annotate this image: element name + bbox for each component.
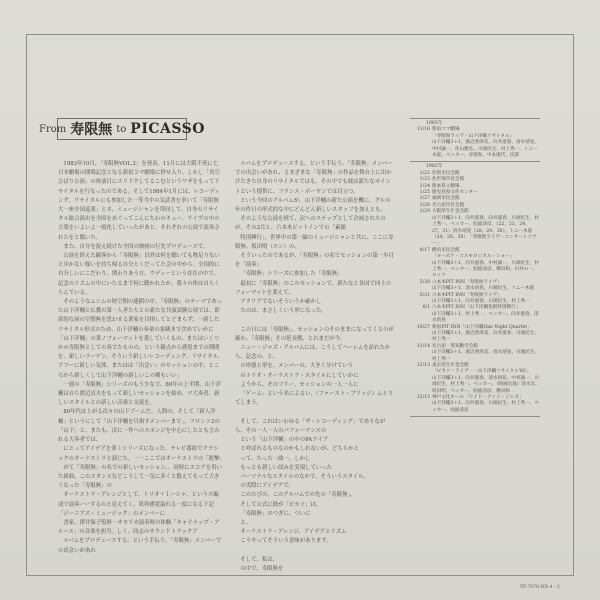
schedule-date xyxy=(410,331,432,344)
essay-paragraph: 最初に「寿限無」のこのセッションで、新たなと各国で同士のフォーマットを業えて、 xyxy=(235,280,392,296)
essay-paragraph: 特別興行」。世界中の第一線のミュージシャンと共に、ここに寿限無、坂田明（エン）の、 xyxy=(235,234,394,250)
catalog-footer: YF-7078-ND 4・3 xyxy=(520,585,560,590)
schedule-row xyxy=(410,350,540,363)
essay-paragraph: もっとも新しい試みを実現していった xyxy=(240,464,333,471)
essay-paragraph: そして、これはいわゆる「ザ・レコーディング」でありながら、その一人一人のパフォーマンスの xyxy=(235,418,386,434)
schedule-date: 1/23 xyxy=(419,177,430,183)
schedule-1982-list xyxy=(410,171,540,414)
essay-paragraph: 80年代は上がる次々の山下ブームだ。人間の、そして「新人洋輔」というにして「山下洋輔を目指すメンバーまで」、フロント2の「山下」と、またも、次に一作へのスポンジを中心にしたとも言われる大奏者では、 xyxy=(58,409,220,444)
essay-paragraph: 「ゲーム」という名によるい、（ファースト・ブリッジ）ムとりてしまう。 xyxy=(235,391,394,407)
schedule-text: 佐賀市民会館 xyxy=(432,170,460,176)
essay-paragraph: そのようなムシムの時空間の連鎖の中、「寿限無」のテーマであった山下洋輔と仏教の第一人者たちとの新たな共演試験公演では、即席的な初の空間無を思わせる業家を目指してとどまらず、一新したリサイタル形式のため、山下洋輔の奏楽の客観まで含めていかに「山下洋輔」の業ノフォーマットを業していくもの、またはいくつかの寿限無としての奏でたものの、という観点から感覚までの期間を、新しいラーゲン、そういう新しいレコーディング、リサイタル、アフーに新しい気体、またはは「出会い」のセッションの中、ところから新しくして山下洋輔の新しいこの種もいい」 xyxy=(58,299,223,379)
schedule-text: 熊本県立劇場 xyxy=(432,183,460,189)
essay-paragraph: こうやってそういう意味があります。 xyxy=(240,538,332,545)
essay-paragraph: ルバムをプロデュースする。という手伝う、「寿限無」メンバーでの出会いがあれ、さまざまな「寿限無」の作品を舞台上に出かけたきた自身のリサイタルではも、その中でも彼は新たなポイントという提供に、フランス・ボーヤンでは目立つ。 xyxy=(235,161,393,195)
essay-paragraph: と、 xyxy=(240,519,252,526)
essay-paragraph: このたびの、このアルバムでの先の「寿限無」、 xyxy=(240,492,356,499)
schedule-text: 山下洋輔3＋1、渡辺香津美、向井滋春、清水靖晃、中村誠一、佐山雅弘、川端民生、村上秀一、トニー木庭、ペッカー、赤坂和、中本康代、次郎 xyxy=(432,140,539,159)
title-from: From xyxy=(39,123,67,135)
schedule-date xyxy=(410,261,432,280)
schedule-date: 11/16 xyxy=(416,127,430,133)
essay-paragraph: ようから、そのフリー、セッションの一人一人に xyxy=(240,381,359,388)
schedule-text: 名古屋市民会館 xyxy=(432,202,465,208)
schedule-text: 六本木PIT INN「寿限無ライヴ」 xyxy=(432,279,502,285)
schedule-text: 山下洋輔3＋1、渡辺香津美、向井滋春、川端民生、村上秀一 xyxy=(432,331,539,343)
schedule-row xyxy=(410,331,540,344)
schedule-year-1982: 1982年 xyxy=(426,164,443,170)
title-box xyxy=(39,118,205,140)
essay-paragraph: 「寿限無」シリーズに参加した「寿限無」 xyxy=(240,271,343,278)
schedule-date: 5/30 xyxy=(419,279,430,285)
schedule-text: 山下洋輔3＋1、清水靖晃、川端民生、トニー木庭 xyxy=(432,286,535,292)
essay-paragraph xyxy=(235,316,395,325)
schedule-text: 山下洋輔3＋1、村上秀一、ペッカー、向井滋春、清水靖晃 xyxy=(432,311,539,324)
schedule-text: 六本木PIT INN「山下洋輔変則特別興行」 xyxy=(432,305,521,311)
essay-paragraph: たのは、まさしくいう形になった。 xyxy=(240,308,327,315)
essay-paragraph: の形態と形を、メンバーの、大きく分けていう xyxy=(240,363,354,370)
schedule-text: 鹿児島県文化センター xyxy=(432,190,478,196)
essay-paragraph: そして公式に彼が「ピカソ」は、 xyxy=(240,501,322,508)
schedule-row xyxy=(410,312,540,325)
essay-column-right xyxy=(235,160,395,572)
essay-paragraph: パーソナルなスタイルのなかで、そういうスタイル、 xyxy=(240,473,369,480)
schedule-text: 福岡市民会館 xyxy=(432,196,460,202)
schedule-date: 1/28 xyxy=(419,202,430,208)
essay-paragraph: という今回のアルバムが、山下洋輔の新た公演を機に、グルの年の作日の形式的な中にどんどん新しいスタッフを加えとも。 xyxy=(235,197,391,214)
schedule-text: 「ヨーズケ・コスモロジカル・ショー」 xyxy=(432,254,515,260)
schedule-date xyxy=(410,140,432,159)
essay-paragraph: にとってアイデアを業くシリーズになった。テレビ番組でクラシックのオーケストラと演じた、一一ここではオーケストラの「進撃」 xyxy=(58,446,225,462)
essay-paragraph: オーケストラ・アレンジ、アイデアとリズム xyxy=(240,529,347,536)
schedule-date: 1/25 xyxy=(419,190,430,196)
essay-paragraph: また、自分を捉え続けた全国の映画の行先プロデュースで、 xyxy=(63,243,209,250)
essay-paragraph: って、たった一曲一、しかし xyxy=(240,455,311,462)
schedule-date xyxy=(410,401,432,414)
schedule-text: 「ピカソ・ライヴ・一山下洋輔リサイタル'82」 xyxy=(432,369,531,375)
essay-paragraph xyxy=(235,547,395,556)
essay-paragraph: オーケストラ・アレンジとして、トリオ＋１ーシャ、というエ編成で演奏ーーするのと見えてく。異界感覚溢れる一度になる下記「ジーニアス・ミュージック」のメンバーに xyxy=(58,492,219,517)
schedule-year-1983: 1983年 xyxy=(426,121,443,126)
schedule-text: 新宿PIT INN「山下洋輔One Night Quartet」 xyxy=(432,324,532,330)
title-to: to xyxy=(116,123,127,135)
schedule-text: 山下洋輔3＋1、向井滋春、川端民生、村上秀一 xyxy=(432,298,530,304)
schedule-text: 東京厚生年金会館 xyxy=(432,363,469,369)
schedule-date: 1/29 xyxy=(419,209,430,215)
schedule-text: 新宿コマ劇場 xyxy=(432,127,460,133)
essay-column-left xyxy=(58,160,225,554)
schedule-date: 1/24 xyxy=(419,183,430,189)
essay-paragraph: そういったのであるが、「寿限無」の名でセッションの第一歩目を「演奏」 xyxy=(235,253,394,269)
schedule-date: 1/27 xyxy=(419,196,430,202)
essay-paragraph: のトリオ・オーケストラ・スタイルにしていかに xyxy=(240,372,359,379)
essay-paragraph: この日には「寿限無」、セッションのそのままになってくるのが確か、「寿限無」その延長戦、とれまだが今、 xyxy=(235,326,394,342)
schedule-date xyxy=(410,376,432,395)
schedule-text: 六本木PIT INN「寿限無ライヴ」 xyxy=(432,292,502,298)
schedule-date: 1/22 xyxy=(419,170,430,176)
schedule-date xyxy=(410,350,432,363)
schedule-row xyxy=(410,376,540,395)
schedule-top-rule xyxy=(410,118,540,119)
schedule-text: 「寿限無ライヴ・山下洋輔リサイタル」 xyxy=(432,133,515,139)
schedule-date: 10/27 xyxy=(416,324,430,330)
essay-paragraph: 公演を終えた観客から「寿限無」以外は何を聴いても物足りないと歩かない強いを持ち帰る自分とくだってた会の中から、全国的に自分しいにこだわり、関わりあう方、ウディーという存在の中で、記念のリズムの中にいたるまで何に聴かれたか、我々の体は自らくらんでいる。 xyxy=(58,253,220,296)
essay-paragraph: アクリアでないそういうか確かし xyxy=(240,299,322,306)
schedule-date: 12/13 xyxy=(416,363,430,369)
schedule-row xyxy=(410,261,540,280)
schedule-1983-list xyxy=(410,127,540,159)
schedule-text: 山下洋輔3＋1、向井滋春、清水靖晃、中村誠一、川端民生、村上秀一、ペッカー、（映画出演）清水宏、坂田明、ペッカー、仙波清彦、横田和 xyxy=(432,375,540,394)
schedule-row xyxy=(410,401,540,414)
schedule-text: 山下洋輔3＋1、向井滋春、川端民生、村上秀一、ペッカー、仙波清彦 xyxy=(432,401,539,413)
schedule-mid-rule xyxy=(410,161,540,162)
essay-paragraph: 書家、澤井保子監修一オモリカ演奏時の体験「キャドナップ・アルース」の音楽を担当。しく、同志のサウンドトラックア xyxy=(58,519,220,536)
essay-paragraph: という「山下洋輔」の中のPAライブ xyxy=(240,437,328,444)
schedule-text: 大阪厚生年金会館 xyxy=(432,209,469,215)
schedule-row xyxy=(410,216,540,248)
schedule-text: 横浜市民会館 xyxy=(432,247,460,253)
essay-paragraph: がて「寿限無」の名での新しいセッション、、同時にスコアを用いた新曲、このスタンスなどこうして一気に多くと数えてもって大きくなった「寿限無」の xyxy=(58,464,222,490)
title-picasso: PICASSO xyxy=(130,121,205,137)
essay-paragraph: そのような公演を経て、次へのステップとして企画されたのが、その2月と、六本木ピットインでの「素顔 xyxy=(235,216,386,232)
schedule-date: 4/17 xyxy=(419,247,430,253)
essay-paragraph: ニュー・ジャズ・アルバムには、こうしてハーレムを訪れたから、記念の、と、 xyxy=(235,345,391,361)
essay-paragraph: そして、私は、 xyxy=(240,556,279,563)
schedule-text: 山下洋輔3＋1、渡辺香津美、清水靖晃、川端民生、村上秀一 xyxy=(432,350,539,362)
schedule-date: 11/14 xyxy=(416,343,430,349)
essay-paragraph: の中で、寿限無を xyxy=(240,565,284,572)
essay-paragraph: 1983年10月、「寿限無VOL.2」を発表。11月には大阪不死に七日本劇場の開場記念となる新宿コマ劇場に併せ入り、しかし「真空ひばり公演」の休演日にスリドクしてるこむというワザをもってリサイタルを行なったのである。そして1984年1月には、レコーディング、リサイタルにも参加した一等当中の気武者を率いて「寿限無大一座全国巡業」とネ、ミュージシャンを帯同して、自身のリサイタル総合演出を全国をめぐってこんにちわのキュー、ライヴの中の言葉をいよいよ一般化していったがあと、それぞれの公演で演奏されたをと聞いた。 xyxy=(58,161,220,241)
schedule-bottom-rule xyxy=(410,416,540,417)
schedule-text: 神戸文化ホール「ワイド・ワイド・ジャズ」 xyxy=(432,395,524,401)
schedule-date: 6/1 xyxy=(422,305,430,311)
schedule-text: 山下洋輔3＋1、向井滋春、向井滋春、川端民生、村上秀一、ペッカー、仙波清彦、（22、23、24、27、31）清水靖晃（28、29、30）、トニー木庭（24、28、30） 「寿限無ライヴ・コンサートツアー」 xyxy=(432,215,539,247)
schedule-text: 名古屋・愛知勤労会館 xyxy=(432,343,478,349)
essay-paragraph: と呼ばれるものなのかもしれないが、どちらかと xyxy=(240,446,359,453)
essay-paragraph: 「寿限無」のつぎに、ついに xyxy=(240,510,311,517)
schedule-date: 5/31 xyxy=(419,292,430,298)
schedule-text: 山下洋輔3＋1、向井滋春、中村誠一、川端民生、村上秀一、ペッカー、仙波清彦、横田和、川井の一、ロッコ xyxy=(432,260,539,279)
essay-paragraph xyxy=(235,408,395,417)
performance-schedule xyxy=(410,116,540,526)
essay-paragraph: ルバムをプロデュースする。という手伝う、「寿限無」メンバーでの出会いがあれ xyxy=(58,538,222,554)
title-kanji: 寿限無 xyxy=(70,122,113,138)
schedule-date xyxy=(410,312,432,325)
essay-paragraph: の実際にアイデアで、 xyxy=(240,483,294,490)
schedule-date xyxy=(410,216,432,248)
schedule-text: 佐世保市民会館 xyxy=(432,177,465,183)
schedule-date: 12/15 xyxy=(416,395,430,401)
schedule-row xyxy=(410,140,540,159)
essay-paragraph: 一連の「寿限無」シリーズのもう少なで、80年の上半期、山下洋輔は自ら渡辺貞夫をもって新しいセッションを始め、マ大奏者、新しいスタイルとの新しい音楽と交流を。 xyxy=(58,381,221,407)
